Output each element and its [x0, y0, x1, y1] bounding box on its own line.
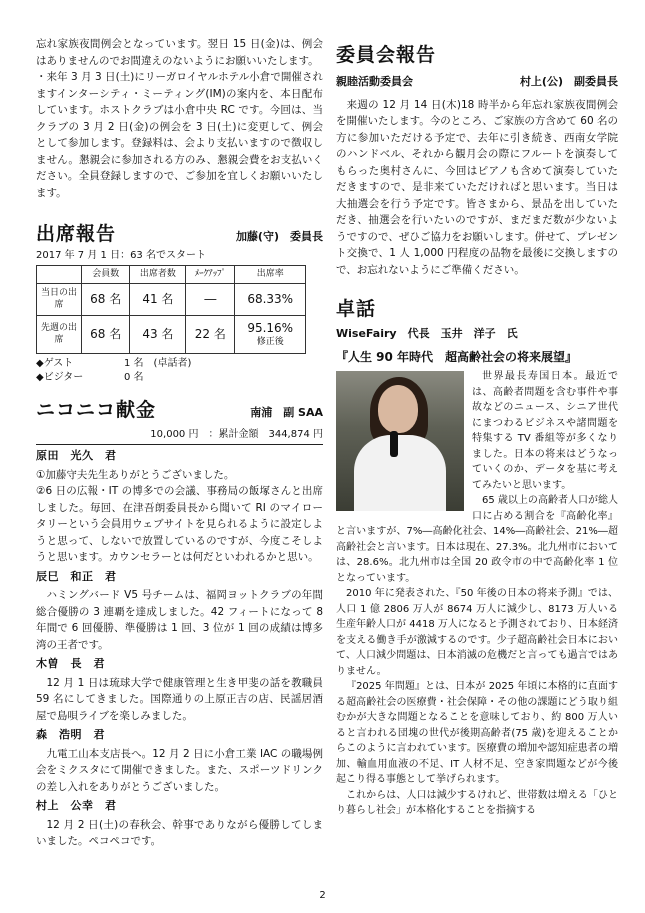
guest-value: 1 名 (卓話者)	[124, 357, 192, 369]
attendance-start-line: 2017 年 7 月 1 日：63 名でスタート	[36, 250, 206, 261]
donor-name: 村上 公幸 君	[36, 799, 117, 812]
photo-face-shape	[378, 385, 418, 433]
donor-message: ハミングバード V5 号チームは、福岡ヨットクラブの年間総合優勝の 3 連覇を達成しました。42 フィートになって 8 年間で 6 回優勝、準優勝は 1 回、3 位が 1 回の成績は博多湾の王者です。	[36, 589, 323, 651]
committee-text: 来週の 12 月 14 日(木)18 時半から年忘れ家族夜間例会を開催いたします。今のところ、ご家族の方含めて 60 名の方に参加いただける予定で、去年に引き続き、西南女学院のハンドベル、それから観月会の際にフルートを演奏してもらった奥村さんに、今回はピアノも含めて演奏していただきますので、是非来ていただければと思います。当日は大抽選会を行う予定です。皆さまから、景品を出していただき、抽選会を行いたいのですが、まだまだ数が少ないようですので、ぜひご協力をお願いします。併せて、プレゼント交換で、1 人 1,000 円程度の品物を最後に交換しますので、お忘れないようにご準備ください。	[336, 98, 618, 276]
talk-paragraph-3: 2010 年に発表された、『50 年後の日本の将来予測』では、人口 1 億 2806 万人が 8674 万人に減少し、8173 万人いる生産年齢人口が 4418 万人になると予測されており、日本経済を支える働き手が激減するのです。少子超高齢社会日本において、人口減少問題は、日本消滅の危機だと言っても過言ではありません。	[336, 588, 618, 677]
row1-label: 当日の出席	[37, 283, 82, 315]
donation-entries	[36, 448, 323, 850]
attendance-reporter: 加藤(守) 委員長	[235, 230, 323, 243]
row1-attendees: 41 名	[130, 283, 186, 315]
talk-paragraph-4: 『2025 年問題』とは、日本が 2025 年頃に本格的に直面する超高齢社会の医療費・社会保障・その他の課題にどう取り組むかが大きな問題となることを意味しており、約 800 万人いると言われる団塊の世代が後期高齢者(75 歳)を迎えることからこのように言われています。医療費の増加や認知症患者の増加、輸血用血液の不足、IT 人材不足、空き家問題などが今後起こり得る事態として挙げられます。	[336, 681, 618, 785]
donation-title: ニコニコ献金	[36, 399, 157, 421]
right-column	[336, 0, 618, 819]
donor-name: 森 浩明 君	[36, 728, 105, 741]
donor-name: 辰巳 和正 君	[36, 569, 117, 583]
talk-paragraph-1: 世界最長寿国日本。最近では、高齢者問題を含む事件や事故などのニュース、シニア世代にまつわるビジネスや諸問題を特集する TV 番組等が多くなりました。日本の将来はどうなっていくのか、データを基に考えてみたいと思います。	[472, 371, 618, 491]
donation-total: ：累計金額 344,874 円	[208, 428, 323, 440]
header-makeup: ﾒｰｸｱｯﾌﾟ	[186, 266, 235, 284]
attendance-header	[36, 223, 323, 247]
attendance-title: 出席報告	[36, 224, 117, 245]
visitor-line	[36, 371, 323, 385]
donation-header	[36, 399, 323, 423]
talk-body	[336, 369, 618, 819]
talk-paragraph-2: 65 歳以上の高齢者人口が総人口に占める割合を『高齢化率』と言いますが、7%―高齢化社会、14%―高齢社会、21%―超高齢社会と言います。日本は現在、27.3%。北九州市においては、28.6%。北九州市は全国 20 政令市の中で高齢化率 1 位となっています。	[336, 495, 618, 584]
header-attendees: 出席者数	[130, 266, 186, 284]
attendance-table	[36, 265, 306, 354]
donation-totals	[36, 427, 323, 446]
committee-title: 委員会報告	[336, 45, 437, 66]
row1-rate: 68.33%	[235, 283, 306, 315]
row2-rate-note: 修正後	[256, 336, 284, 347]
committee-subheader	[336, 74, 618, 91]
photo-body-shape	[354, 435, 446, 511]
committee-reporter: 村上(公) 副委員長	[519, 75, 618, 88]
row2-rate: 95.16%	[247, 321, 294, 336]
row1-members: 68 名	[82, 283, 130, 315]
donor-message: 九電工山本支店長へ。12 月 2 日に小倉工業 IAC の職場例会をミクスタにて開催できました。また、スポーツドリンクの差し入れをありがとうございました。	[36, 747, 323, 793]
talk-title: 卓話	[336, 299, 377, 320]
left-column	[36, 0, 323, 850]
donor-name: 木曽 長 君	[36, 657, 105, 670]
talk-speaker: WiseFairy 代長 玉井 洋子 氏	[336, 327, 518, 340]
row1-makeup: ―	[186, 283, 235, 315]
talk-headline: 『人生 90 年時代 超高齢社会の将来展望』	[336, 349, 578, 364]
intro-paragraph: 忘れ家族夜間例会となっています。翌日 15 日(金)は、例会はありませんのでお間違えのないようにお願いいたします。	[36, 38, 323, 67]
donation-amount: 10,000 円	[150, 428, 199, 440]
row2-attendees: 43 名	[130, 315, 186, 353]
donor-message: ②6 日の広報・IT の博多での会議、事務局の飯塚さんと出席しました。毎回、在津吾朗委員長から聞いて RI のマイロータリーという会員用ウェブサイトを見られるように設定しようと思って、しないで放置しているのですが、今度こそしようと思います。カウンセラーとは何だといわれるかと思い。	[36, 485, 323, 563]
visitor-label: ◆ビジター	[36, 371, 84, 383]
guest-line	[36, 357, 323, 371]
donor-message: ①加藤守夫先生ありがとうございました。	[36, 468, 235, 481]
row2-makeup: 22 名	[186, 315, 235, 353]
microphone-icon	[390, 431, 398, 457]
row2-rate-cell	[235, 315, 306, 353]
row2-members: 68 名	[82, 315, 130, 353]
row2-label: 先週の出席	[37, 315, 82, 353]
donor-message: 12 月 2 日(土)の春秋会、幹事でありながら優勝してしまいました。ペコペコです。	[36, 818, 323, 847]
committee-subcommittee: 親睦活動委員会	[336, 75, 413, 88]
header-rate: 出席率	[235, 266, 306, 284]
speaker-photo	[336, 371, 464, 511]
im-info-paragraph: ・来年 3 月 3 日(土)にリーガロイヤルホテル小倉で開催されますインターシティ・ミーティング(IM)の案内を、本日配布しています。ホストクラブは小倉中央 RC です。今回は、当クラブの 3 月 2 日(金)の例会を 3 日(土)に変更して、例会として参加します。登録料は、会より支払いますので徴収しません。懇親会に参加される方のみ、懇親会費をお支払いください。全員登録しますので、ご参加を宜しくお願いいたします。	[36, 71, 323, 199]
visitor-value: 0 名	[124, 371, 144, 383]
donor-message: 12 月 1 日は琉球大学で健康管理と生き甲斐の話を教職員 59 名にしてきました。国際通りの上原正吉の店、民謡居酒屋で島唄ライブを楽しみました。	[36, 676, 323, 722]
header-members: 会員数	[82, 266, 130, 284]
guest-visitor-list	[36, 357, 323, 385]
talk-paragraph-5: これからは、人口は減少するけれど、世帯数は増える「ひとり暮らし社会」が本格化することを指摘する	[336, 789, 618, 816]
donor-name: 原田 光久 君	[36, 449, 117, 462]
guest-label: ◆ゲスト	[36, 357, 74, 369]
donation-reporter: 南浦 副 SAA	[250, 405, 323, 419]
page-number: 2	[319, 890, 326, 901]
corner-cell	[37, 266, 82, 284]
